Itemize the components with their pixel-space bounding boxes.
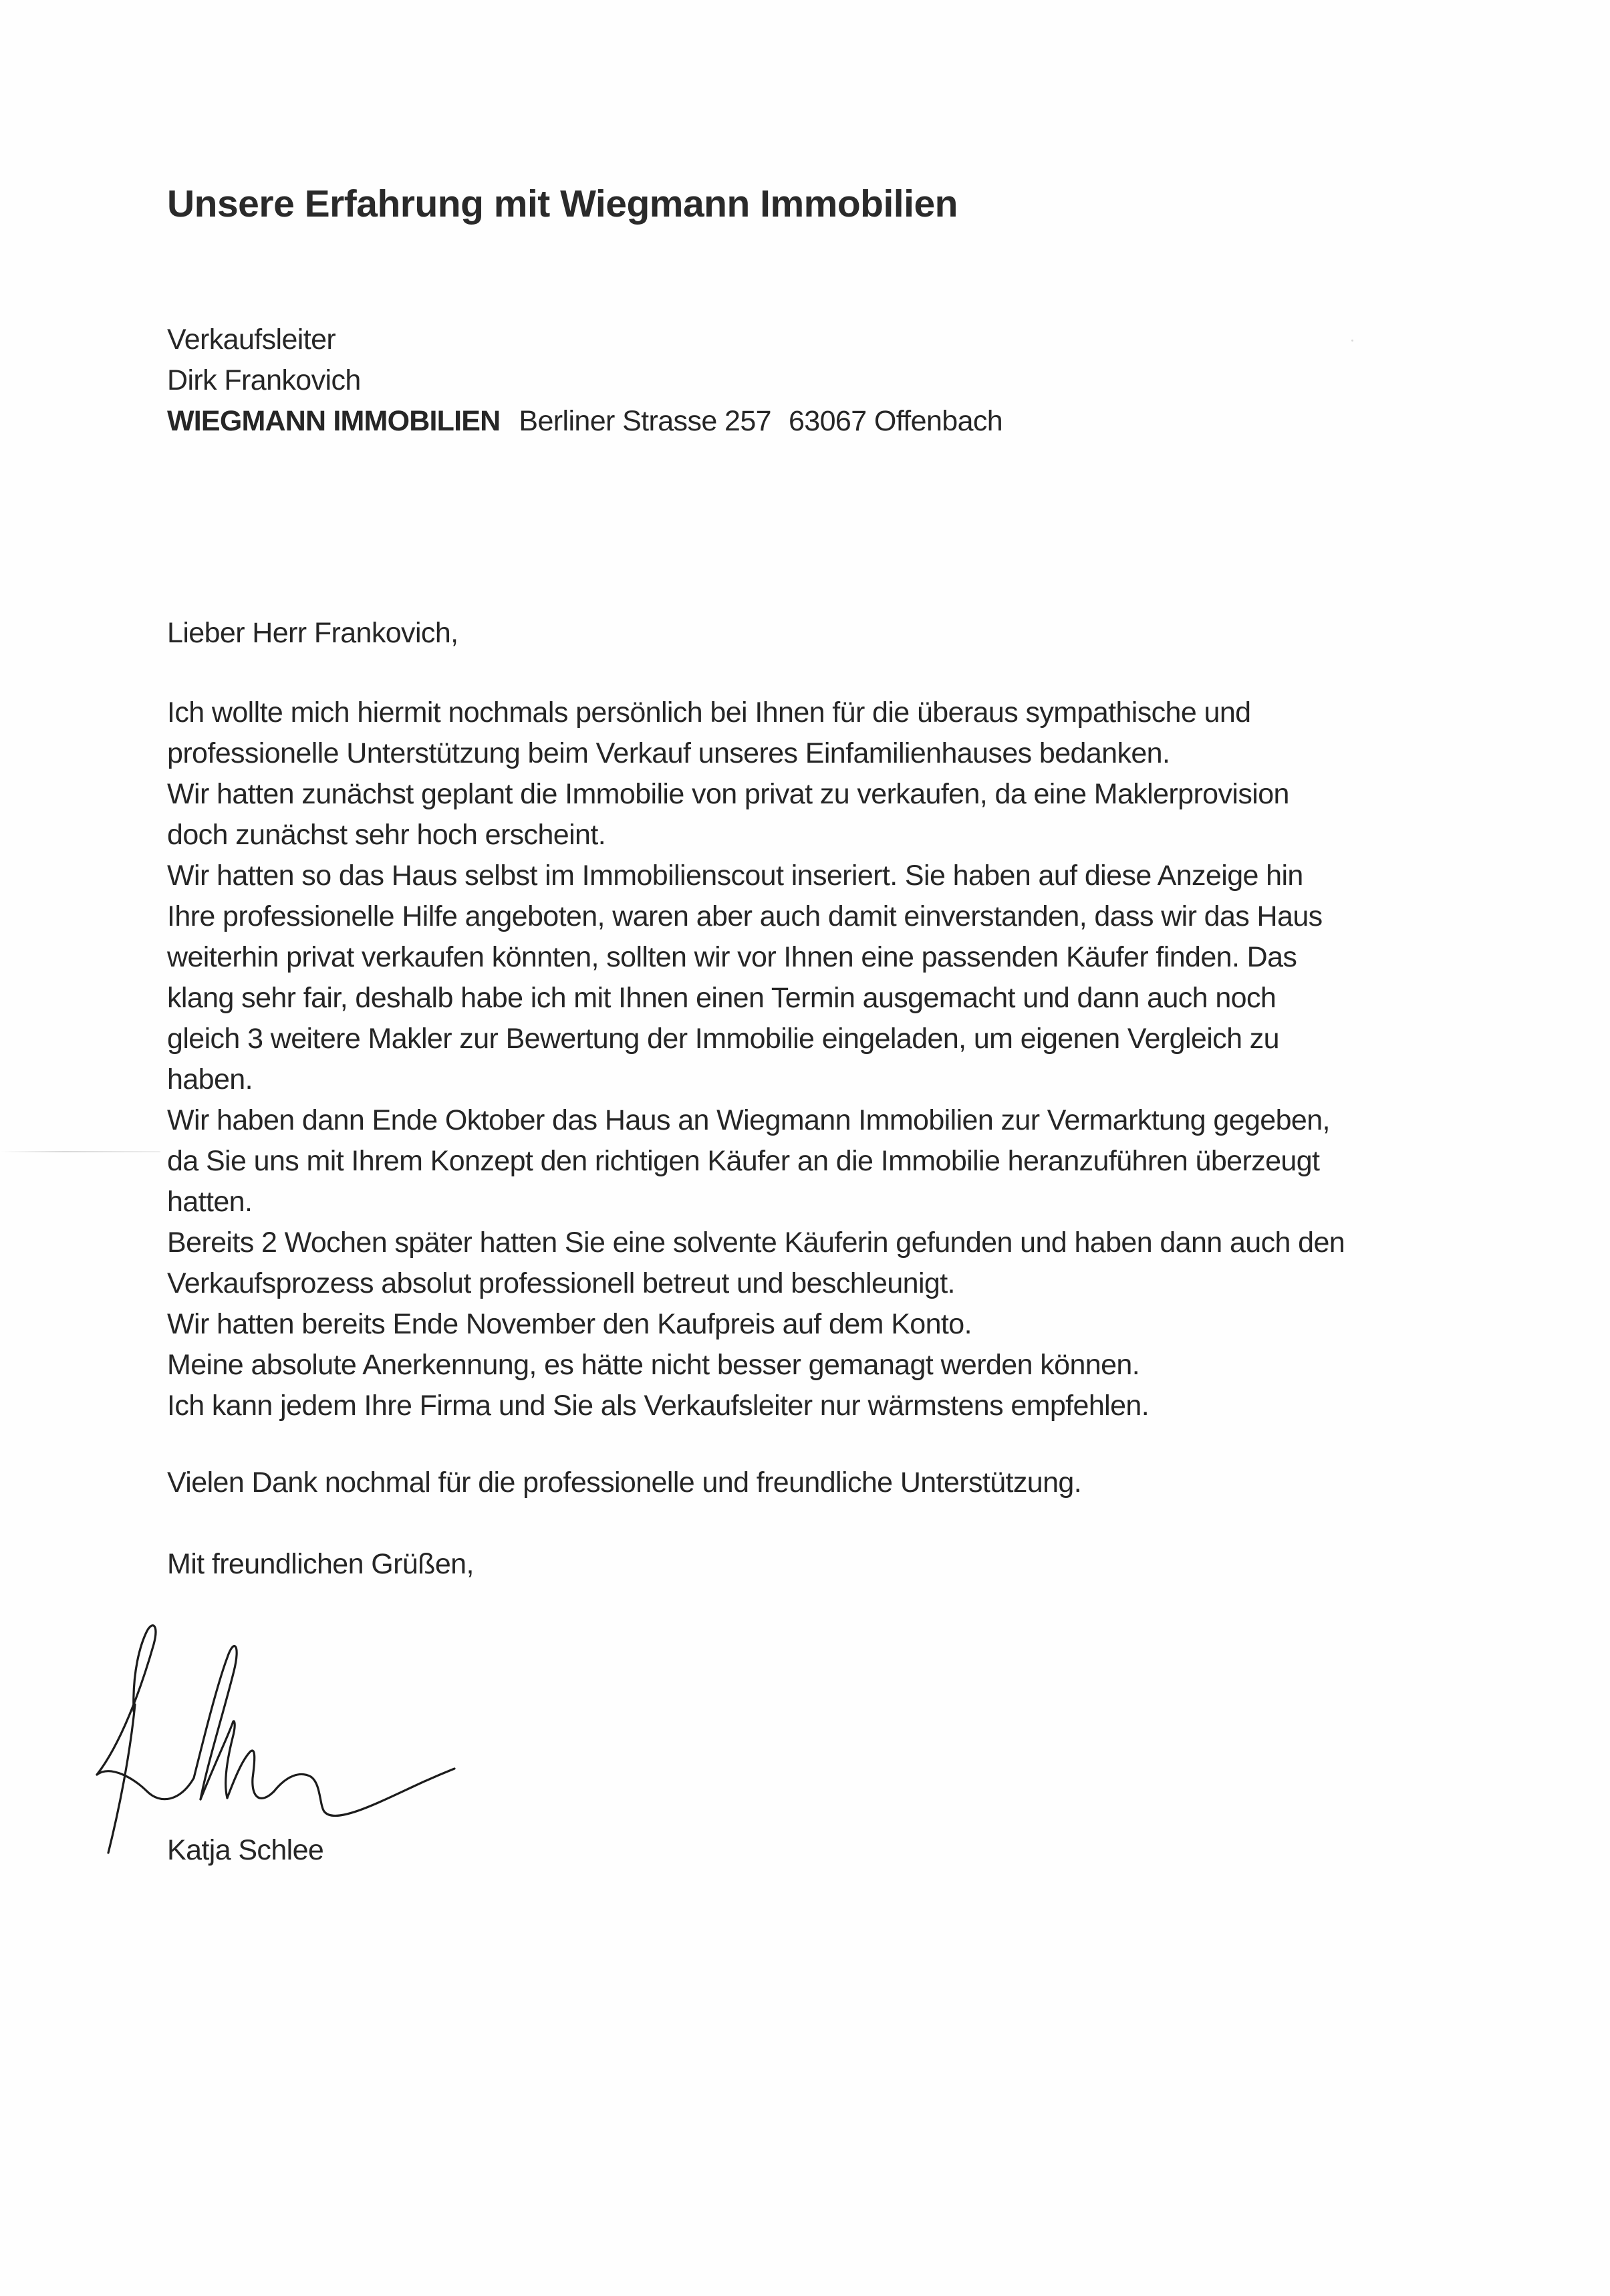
scan-artifact <box>0 1151 160 1152</box>
body-line: Wir haben dann Ende Oktober das Haus an Wiegmann Immobilien zur Vermarktung gegeben, <box>167 1104 1330 1136</box>
recipient-position: Verkaufsleiter <box>167 324 336 356</box>
letter-title: Unsere Erfahrung mit Wiegmann Immobilien <box>167 182 958 225</box>
body-line: Wir hatten bereits Ende November den Kaufpreis auf dem Konto. <box>167 1308 972 1340</box>
body-line: weiterhin privat verkaufen könnten, sollten wir vor Ihnen eine passenden Käufer finden. Das <box>167 941 1297 973</box>
body-line: Bereits 2 Wochen später hatten Sie eine solvente Käuferin gefunden und haben dann auch den <box>167 1227 1345 1259</box>
signer-name: Katja Schlee <box>167 1834 324 1866</box>
city: 63067 Offenbach <box>788 405 1003 437</box>
signature-icon <box>94 1604 695 1858</box>
body-line: Wir hatten so das Haus selbst im Immobilienscout inseriert. Sie haben auf diese Anzeige hin <box>167 860 1303 892</box>
recipient-name: Dirk Frankovich <box>167 364 361 396</box>
body-line: gleich 3 weitere Makler zur Bewertung der Immobilie eingeladen, um eigenen Vergleich zu <box>167 1023 1279 1055</box>
body-line: professionelle Unterstützung beim Verkauf unseres Einfamilienhauses bedanken. <box>167 737 1170 769</box>
body-line: da Sie uns mit Ihrem Konzept den richtigen Käufer an die Immobilie heranzuführen überzeugt <box>167 1145 1320 1177</box>
body-line: Ich kann jedem Ihre Firma und Sie als Verkaufsleiter nur wärmstens empfehlen. <box>167 1390 1150 1422</box>
body-line: Wir hatten zunächst geplant die Immobilie von privat zu verkaufen, da eine Maklerprovision <box>167 778 1289 810</box>
salutation: Lieber Herr Frankovich, <box>167 617 458 649</box>
body-line: doch zunächst sehr hoch erscheint. <box>167 819 606 851</box>
body-line: Ihre professionelle Hilfe angeboten, waren aber auch damit einverstanden, dass wir das Haus <box>167 900 1323 932</box>
closing-line: Vielen Dank nochmal für die professionelle und freundliche Unterstützung. <box>167 1466 1082 1499</box>
body-line: hatten. <box>167 1186 253 1218</box>
body-line: Meine absolute Anerkennung, es hätte nicht besser gemanagt werden können. <box>167 1349 1140 1381</box>
greeting: Mit freundlichen Grüßen, <box>167 1548 474 1580</box>
body-line: Ich wollte mich hiermit nochmals persönlich bei Ihnen für die überaus sympathische und <box>167 696 1251 729</box>
recipient-block <box>167 320 1002 442</box>
body-line: Verkaufsprozess absolut professionell betreut und beschleunigt. <box>167 1267 955 1299</box>
letter-body <box>167 692 1345 1426</box>
recipient-address-line <box>167 401 1002 442</box>
street: Berliner Strasse 257 <box>519 405 771 437</box>
company-name: WIEGMANN IMMOBILIEN <box>167 405 501 437</box>
body-line: haben. <box>167 1063 253 1096</box>
body-line: klang sehr fair, deshalb habe ich mit Ihnen einen Termin ausgemacht und dann auch noch <box>167 982 1277 1014</box>
scan-speck <box>1351 340 1353 342</box>
